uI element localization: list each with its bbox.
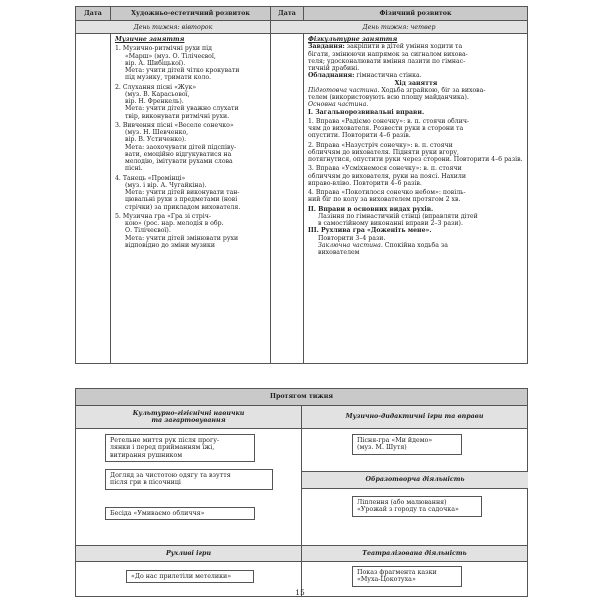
music-item-1-goal: Мета: учити дітей чітко крокувати	[125, 67, 240, 74]
section-general-exercises: І. Загальнорозвивальні вправи.	[308, 108, 425, 116]
music-lesson-title: Музичне заняття	[115, 36, 185, 43]
header-physical-development: Фізичний розвиток	[304, 7, 528, 21]
weekly-band: Протягом тижня	[76, 389, 528, 406]
date-cell-left	[76, 34, 111, 364]
music-item-2-goal: Мета: учити дітей уважно слухати	[125, 105, 239, 113]
music-item-4: 4. Танець «Промінці»	[115, 174, 186, 182]
exercise-3: 3. Вправа «Усміхнемося сонечку»: в. п. стоячи	[308, 165, 462, 173]
theatre-item: Показ фрагмента казки «Муха-Цокотуха»	[352, 566, 462, 587]
exercise-1: 1. Вправа «Радіємо сонечку»: в. п. стоячи облич-	[308, 117, 470, 125]
theatre-title: Театралізована діяльність	[302, 546, 528, 562]
physical-lesson-title: Фізкультурне заняття	[308, 36, 398, 43]
header-artistic-development: Художньо-естетичний розвиток	[111, 7, 271, 21]
header-date-left: Дата	[76, 7, 111, 21]
header-date-right: Дата	[271, 7, 304, 21]
music-item-3-goal: Мета: заохочувати дітей підспіву-	[125, 143, 237, 151]
hygiene-cell	[76, 429, 302, 546]
music-item-5: 5. Музична гра «Гра зі стріч-	[115, 212, 211, 220]
lesson-equipment: Обладнання: гімнастична стінка.	[308, 72, 422, 80]
schedule-table	[75, 6, 528, 364]
outdoor-games-title: Рухливі ігри	[76, 546, 302, 562]
hygiene-item-1: Ретельне миття рук після прогу- лянки і перед прийманням їжі, витирання рушником	[105, 434, 255, 462]
hygiene-item-2: Догляд за чистотою одягу та взуття після гри в пісочниці	[105, 469, 273, 490]
lesson-course-heading: Хід заняття	[394, 79, 438, 87]
section-outdoor-game: ІІІ. Рухлива гра «Доженіть мене».	[308, 227, 432, 235]
art-item: Ліплення (або малювання) «Урожай з городу та садочка»	[352, 496, 482, 517]
final-part: Заключна частина. Спокійна ходьба за	[318, 241, 448, 249]
music-lesson-cell: Музичне заняття 1. Музично-ритмічні рухи під «Марш» (муз. О. Тілічеєвої, вір. А. Шибіцької). Мета: учити дітей чітко крокувати під музику, тримати коло. 2. Слухання пісні «Жук» (муз. В. Карасьової, вір. Н. Френкель). Мета: учити дітей уважно слухати твір, виконувати ритмічні рухи. 3. Вивчення пісні «Веселе сонечко» (муз. Н. Шевченко, вір. В. Устиченко). Мета: заохочувати дітей підспіву- вати, емоційно відгукуватися на мелодію, імітувати рухами слова пісні. 4. Танець «Промінці» (муз. і вір. А. Чугайкіна). Мета: учити дітей виконувати тан- цювальні рухи з предметами (нові стрічки) за прикладом вихователя. 5. Музична гра «Гра зі стріч- кою» (рос. нар. мелодія в обр. О. Тілічеєвої). Мета: учити дітей змінювати рухи відповідно до зміни музики	[111, 34, 271, 364]
music-item-2: 2. Слухання пісні «Жук»	[115, 83, 197, 91]
hygiene-item-3: Бесіда «Умиваємо обличчя»	[105, 507, 255, 520]
music-games-title: Музично-дидактичні ігри та вправи	[302, 406, 528, 429]
exercise-4: 4. Вправа «Покотилося сонечко небом»: повіль-	[308, 189, 466, 196]
music-item-1: 1. Музично-ритмічні рухи під	[115, 45, 212, 53]
physical-lesson-cell: Фізкультурне заняття Завдання: закріпити в дітей уміння ходити та бігати, змінюючи напрямок за сигналом вихова- теля; удосконалювати вміння лазити по гімнас- тичній драбині. Обладнання: гімнастична стінка. Хід заняття Підготовча частина. Ходьба зграйкою, біг за вихова- телем (використовують всю площу майданчика). Основна частина. І. Загальнорозвивальні вправи. 1. Вправа «Радіємо сонечку»: в. п. стоячи облич- чям до вихователя. Розвести руки в сторони та опустити. Повторити 4–6 разів. 2. Вправа «Назустріч сонечку»: в. п. стоячи обличчям до вихователя. Підняти руки вгору, потягнутися, опустити руки через сторони. Повторити 4–6 разів. 3. Вправа «Усміхнемося сонечку»: в. п. стоячи обличчям до вихователя, руки на поясі. Нахили вправо-вліво. Повторити 4–6 разів. 4. Вправа «Покотилося сонечко небом»: повіль- ний біг по колу за вихователем протягом 2 хв. ІІ. Вправи в основних видах рухів. Лазіння по гімнастичній стінці (вправляти дітей в самостійному виконанні вправи 2–3 рази). ІІІ. Рухлива гра «Доженіть мене». Повторити 3–4 рази. Заключна частина. Спокійна ходьба за вихователем	[304, 34, 528, 364]
prep-part: Підготовча частина. Ходьба зграйкою, біг за вихова-	[308, 86, 486, 94]
outdoor-game-item: «До нас прилетіли метелики»	[126, 570, 254, 583]
lesson-tasks: Завдання: закріпити в дітей уміння ходити та	[308, 43, 463, 51]
day-thursday: День тижня: четвер	[271, 21, 528, 34]
music-item-4-goal: Мета: учити дітей виконувати тан-	[125, 189, 240, 196]
music-item-5-goal: Мета: учити дітей змінювати рухи	[125, 234, 239, 242]
page-number: 15	[295, 588, 305, 597]
day-tuesday: День тижня: вівторок	[76, 21, 271, 34]
art-title: Образотворча діяльність	[302, 471, 528, 489]
weekly-table	[75, 388, 528, 597]
date-cell-right	[271, 34, 304, 364]
music-item-3: 3. Вивчення пісні «Веселе сонечко»	[115, 121, 234, 129]
main-part-label: Основна частина.	[308, 101, 369, 109]
hygiene-title: Культурно-гігієнічні навички та загартовування	[76, 406, 302, 429]
music-art-cell	[302, 429, 528, 546]
section-basic-movements: ІІ. Вправи в основних видах рухів.	[308, 205, 434, 213]
exercise-2: 2. Вправа «Назустріч сонечку»: в. п. стоячи	[308, 141, 453, 149]
music-game-item: Пісня-гра «Ми йдемо» (муз. М. Шутя)	[352, 434, 462, 455]
